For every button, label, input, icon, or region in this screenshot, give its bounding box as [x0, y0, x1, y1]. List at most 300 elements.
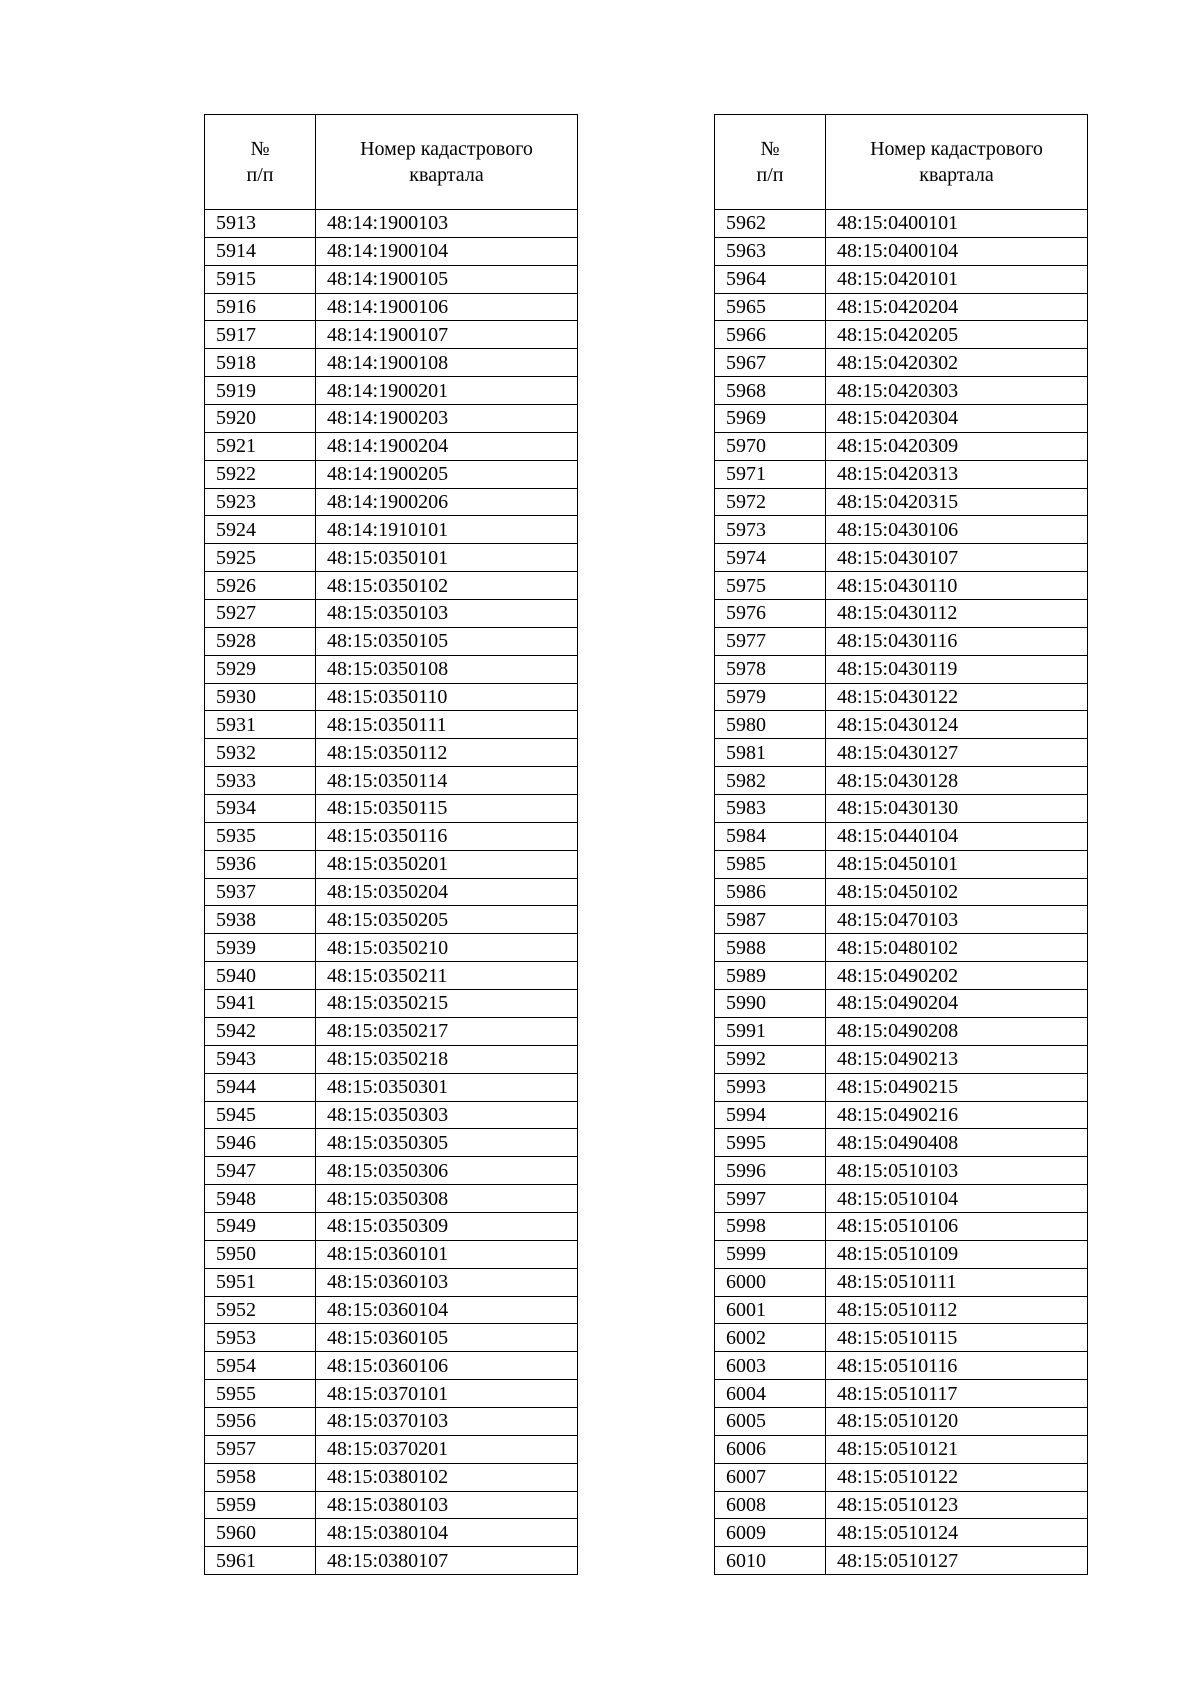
row-number-cell: 5938	[205, 906, 316, 934]
cadastral-number-cell: 48:15:0420302	[826, 349, 1088, 377]
table-row	[205, 432, 578, 460]
table-row	[715, 1157, 1088, 1185]
row-number-cell: 5914	[205, 237, 316, 265]
cadastral-number-cell: 48:14:1900201	[316, 377, 578, 405]
row-number-cell: 5993	[715, 1073, 826, 1101]
row-number-cell: 5958	[205, 1463, 316, 1491]
table-row	[205, 962, 578, 990]
cadastral-number-cell: 48:15:0350306	[316, 1157, 578, 1185]
row-number-cell: 5984	[715, 822, 826, 850]
cadastral-number-cell: 48:15:0510106	[826, 1212, 1088, 1240]
cadastral-number-cell: 48:15:0430107	[826, 544, 1088, 572]
table-row	[715, 349, 1088, 377]
table-row	[715, 210, 1088, 238]
cadastral-number-cell: 48:15:0370103	[316, 1407, 578, 1435]
row-number-cell: 5932	[205, 739, 316, 767]
cadastral-number-cell: 48:15:0420303	[826, 377, 1088, 405]
cadastral-number-cell: 48:15:0430112	[826, 600, 1088, 628]
row-number-cell: 5976	[715, 600, 826, 628]
row-number-cell: 6006	[715, 1435, 826, 1463]
row-number-cell: 5963	[715, 237, 826, 265]
table-row	[205, 711, 578, 739]
table-row	[715, 711, 1088, 739]
row-number-cell: 5971	[715, 460, 826, 488]
header-title-line1: Номер кадастрового	[360, 138, 533, 160]
row-number-cell: 5931	[205, 711, 316, 739]
row-number-cell: 5913	[205, 210, 316, 238]
table-row	[205, 1352, 578, 1380]
table-row	[715, 1463, 1088, 1491]
table-row	[205, 460, 578, 488]
header-number-sign: №	[760, 138, 780, 160]
table-row	[205, 1240, 578, 1268]
table-row	[205, 1435, 578, 1463]
table-row	[205, 1547, 578, 1575]
cadastral-number-cell: 48:15:0430106	[826, 516, 1088, 544]
cadastral-number-cell: 48:15:0420205	[826, 321, 1088, 349]
row-number-cell: 5953	[205, 1324, 316, 1352]
row-number-cell: 5964	[715, 265, 826, 293]
table-row	[205, 1073, 578, 1101]
cadastral-number-cell: 48:15:0490208	[826, 1017, 1088, 1045]
table-row	[715, 405, 1088, 433]
table-row	[715, 1491, 1088, 1519]
cadastral-number-cell: 48:15:0450101	[826, 850, 1088, 878]
table-row	[205, 627, 578, 655]
row-number-cell: 5933	[205, 767, 316, 795]
row-number-cell: 5974	[715, 544, 826, 572]
row-number-cell: 5998	[715, 1212, 826, 1240]
table-row	[205, 1407, 578, 1435]
table-row	[205, 1045, 578, 1073]
row-number-cell: 5985	[715, 850, 826, 878]
row-number-cell: 5926	[205, 572, 316, 600]
row-number-cell: 5944	[205, 1073, 316, 1101]
row-number-cell: 5942	[205, 1017, 316, 1045]
row-number-cell: 5999	[715, 1240, 826, 1268]
cadastral-number-cell: 48:15:0350101	[316, 544, 578, 572]
row-number-cell: 5980	[715, 711, 826, 739]
table-row	[205, 1129, 578, 1157]
cadastral-number-cell: 48:14:1900205	[316, 460, 578, 488]
row-number-cell: 5975	[715, 572, 826, 600]
table-row	[715, 321, 1088, 349]
row-number-cell: 5996	[715, 1157, 826, 1185]
row-number-cell: 5991	[715, 1017, 826, 1045]
row-number-cell: 5972	[715, 488, 826, 516]
table-row	[205, 739, 578, 767]
row-number-cell: 5917	[205, 321, 316, 349]
table-row	[205, 683, 578, 711]
row-number-cell: 5961	[205, 1547, 316, 1575]
row-number-cell: 5947	[205, 1157, 316, 1185]
cadastral-number-cell: 48:15:0350210	[316, 934, 578, 962]
cadastral-number-cell: 48:14:1900104	[316, 237, 578, 265]
row-number-cell: 5979	[715, 683, 826, 711]
table-row	[205, 1380, 578, 1408]
table-row	[715, 432, 1088, 460]
row-number-cell: 5981	[715, 739, 826, 767]
row-number-cell: 5954	[205, 1352, 316, 1380]
cadastral-number-cell: 48:15:0420315	[826, 488, 1088, 516]
table-row	[205, 237, 578, 265]
cadastral-number-cell: 48:15:0510124	[826, 1519, 1088, 1547]
cadastral-number-cell: 48:15:0350110	[316, 683, 578, 711]
row-number-cell: 5935	[205, 822, 316, 850]
table-row	[715, 822, 1088, 850]
cadastral-number-cell: 48:15:0490213	[826, 1045, 1088, 1073]
row-number-cell: 5967	[715, 349, 826, 377]
row-number-cell: 5920	[205, 405, 316, 433]
table-row	[715, 237, 1088, 265]
row-number-cell: 6007	[715, 1463, 826, 1491]
row-number-cell: 5941	[205, 990, 316, 1018]
row-number-cell: 5943	[205, 1045, 316, 1073]
cadastral-number-cell: 48:15:0490204	[826, 990, 1088, 1018]
header-title-line2: квартала	[919, 164, 994, 186]
row-number-cell: 6001	[715, 1296, 826, 1324]
table-row	[205, 822, 578, 850]
row-number-cell: 5955	[205, 1380, 316, 1408]
cadastral-number-cell: 48:15:0430122	[826, 683, 1088, 711]
table-header-row	[205, 115, 578, 210]
row-number-cell: 5978	[715, 655, 826, 683]
row-number-cell: 5946	[205, 1129, 316, 1157]
header-cadastral-number	[826, 115, 1088, 210]
table-row	[715, 962, 1088, 990]
cadastral-number-cell: 48:15:0350215	[316, 990, 578, 1018]
cadastral-number-cell: 48:15:0350301	[316, 1073, 578, 1101]
table-row	[715, 1296, 1088, 1324]
table-row	[205, 544, 578, 572]
row-number-cell: 5951	[205, 1268, 316, 1296]
cadastral-number-cell: 48:15:0350217	[316, 1017, 578, 1045]
cadastral-number-cell: 48:15:0350309	[316, 1212, 578, 1240]
row-number-cell: 5948	[205, 1185, 316, 1213]
table-row	[715, 1547, 1088, 1575]
row-number-cell: 5957	[205, 1435, 316, 1463]
cadastral-number-cell: 48:15:0360104	[316, 1296, 578, 1324]
cadastral-number-cell: 48:15:0490215	[826, 1073, 1088, 1101]
row-number-cell: 5945	[205, 1101, 316, 1129]
cadastral-number-cell: 48:15:0450102	[826, 878, 1088, 906]
table-row	[715, 377, 1088, 405]
cadastral-number-cell: 48:15:0350105	[316, 627, 578, 655]
table-row	[715, 1352, 1088, 1380]
row-number-cell: 5923	[205, 488, 316, 516]
row-number-cell: 5968	[715, 377, 826, 405]
table-row	[715, 1129, 1088, 1157]
table-row	[205, 795, 578, 823]
header-row-number	[205, 115, 316, 210]
table-row	[715, 1380, 1088, 1408]
cadastral-number-cell: 48:14:1900103	[316, 210, 578, 238]
table-row	[205, 488, 578, 516]
table-row	[715, 906, 1088, 934]
row-number-cell: 5982	[715, 767, 826, 795]
table-row	[715, 265, 1088, 293]
table-row	[715, 1017, 1088, 1045]
table-row	[715, 600, 1088, 628]
table-row	[205, 878, 578, 906]
table-row	[205, 1101, 578, 1129]
cadastral-number-cell: 48:15:0510117	[826, 1380, 1088, 1408]
row-number-cell: 5994	[715, 1101, 826, 1129]
table-row	[205, 516, 578, 544]
table-row	[205, 1296, 578, 1324]
row-number-cell: 5924	[205, 516, 316, 544]
table-row	[715, 1185, 1088, 1213]
cadastral-number-cell: 48:15:0350102	[316, 572, 578, 600]
row-number-cell: 5916	[205, 293, 316, 321]
row-number-cell: 5986	[715, 878, 826, 906]
cadastral-number-cell: 48:15:0380103	[316, 1491, 578, 1519]
cadastral-number-cell: 48:14:1900203	[316, 405, 578, 433]
table-header-row	[715, 115, 1088, 210]
cadastral-number-cell: 48:15:0400101	[826, 210, 1088, 238]
row-number-cell: 5928	[205, 627, 316, 655]
cadastral-number-cell: 48:14:1900206	[316, 488, 578, 516]
row-number-cell: 5937	[205, 878, 316, 906]
table-row	[715, 683, 1088, 711]
cadastral-number-cell: 48:15:0510116	[826, 1352, 1088, 1380]
row-number-cell: 5952	[205, 1296, 316, 1324]
cadastral-number-cell: 48:15:0430130	[826, 795, 1088, 823]
cadastral-number-cell: 48:14:1900204	[316, 432, 578, 460]
table-row	[205, 1157, 578, 1185]
cadastral-number-cell: 48:15:0420313	[826, 460, 1088, 488]
cadastral-number-cell: 48:15:0430127	[826, 739, 1088, 767]
cadastral-number-cell: 48:15:0420101	[826, 265, 1088, 293]
cadastral-number-cell: 48:14:1900105	[316, 265, 578, 293]
table-row	[205, 1268, 578, 1296]
cadastral-number-cell: 48:15:0510127	[826, 1547, 1088, 1575]
cadastral-number-cell: 48:15:0510103	[826, 1157, 1088, 1185]
row-number-cell: 5966	[715, 321, 826, 349]
cadastral-number-cell: 48:15:0430116	[826, 627, 1088, 655]
table-row	[715, 739, 1088, 767]
row-number-cell: 5959	[205, 1491, 316, 1519]
row-number-cell: 6008	[715, 1491, 826, 1519]
cadastral-table-left	[204, 114, 578, 1575]
table-row	[715, 1268, 1088, 1296]
table-row	[715, 488, 1088, 516]
row-number-cell: 6010	[715, 1547, 826, 1575]
cadastral-number-cell: 48:14:1900106	[316, 293, 578, 321]
table-row	[715, 1240, 1088, 1268]
table-row	[205, 934, 578, 962]
cadastral-number-cell: 48:15:0350204	[316, 878, 578, 906]
cadastral-number-cell: 48:15:0350111	[316, 711, 578, 739]
header-title-line2: квартала	[409, 164, 484, 186]
table-row	[205, 600, 578, 628]
table-row	[205, 1491, 578, 1519]
row-number-cell: 5915	[205, 265, 316, 293]
row-number-cell: 5922	[205, 460, 316, 488]
cadastral-number-cell: 48:14:1910101	[316, 516, 578, 544]
table-row	[715, 516, 1088, 544]
cadastral-number-cell: 48:15:0370101	[316, 1380, 578, 1408]
table-row	[715, 544, 1088, 572]
cadastral-number-cell: 48:15:0440104	[826, 822, 1088, 850]
row-number-cell: 5956	[205, 1407, 316, 1435]
row-number-cell: 6002	[715, 1324, 826, 1352]
table-row	[205, 1324, 578, 1352]
cadastral-number-cell: 48:15:0350303	[316, 1101, 578, 1129]
row-number-cell: 6009	[715, 1519, 826, 1547]
table-row	[205, 572, 578, 600]
cadastral-number-cell: 48:15:0420304	[826, 405, 1088, 433]
table-row	[715, 850, 1088, 878]
table-row	[205, 265, 578, 293]
table-row	[205, 349, 578, 377]
table-row	[715, 1519, 1088, 1547]
cadastral-number-cell: 48:15:0380102	[316, 1463, 578, 1491]
row-number-cell: 5997	[715, 1185, 826, 1213]
row-number-cell: 5960	[205, 1519, 316, 1547]
row-number-cell: 5921	[205, 432, 316, 460]
table-row	[205, 321, 578, 349]
header-number-abbr: п/п	[246, 164, 274, 186]
table-body-right	[715, 210, 1088, 1575]
table-row	[715, 293, 1088, 321]
table-row	[715, 934, 1088, 962]
table-row	[715, 1101, 1088, 1129]
table-row	[205, 767, 578, 795]
row-number-cell: 5930	[205, 683, 316, 711]
row-number-cell: 5977	[715, 627, 826, 655]
row-number-cell: 5989	[715, 962, 826, 990]
header-cadastral-number	[316, 115, 578, 210]
row-number-cell: 5919	[205, 377, 316, 405]
table-body-left	[205, 210, 578, 1575]
cadastral-number-cell: 48:15:0350305	[316, 1129, 578, 1157]
table-row	[715, 767, 1088, 795]
table-row	[205, 850, 578, 878]
row-number-cell: 5934	[205, 795, 316, 823]
row-number-cell: 5925	[205, 544, 316, 572]
cadastral-number-cell: 48:15:0490202	[826, 962, 1088, 990]
row-number-cell: 6000	[715, 1268, 826, 1296]
header-row-number	[715, 115, 826, 210]
cadastral-number-cell: 48:15:0350308	[316, 1185, 578, 1213]
cadastral-number-cell: 48:15:0510111	[826, 1268, 1088, 1296]
cadastral-number-cell: 48:15:0350211	[316, 962, 578, 990]
table-row	[715, 878, 1088, 906]
cadastral-number-cell: 48:15:0380104	[316, 1519, 578, 1547]
cadastral-number-cell: 48:15:0350114	[316, 767, 578, 795]
table-row	[205, 906, 578, 934]
cadastral-number-cell: 48:15:0400104	[826, 237, 1088, 265]
row-number-cell: 5970	[715, 432, 826, 460]
table-row	[715, 1324, 1088, 1352]
cadastral-number-cell: 48:15:0510109	[826, 1240, 1088, 1268]
cadastral-number-cell: 48:15:0510115	[826, 1324, 1088, 1352]
cadastral-number-cell: 48:15:0370201	[316, 1435, 578, 1463]
table-row	[715, 1073, 1088, 1101]
cadastral-number-cell: 48:15:0430128	[826, 767, 1088, 795]
cadastral-number-cell: 48:15:0350108	[316, 655, 578, 683]
cadastral-number-cell: 48:14:1900108	[316, 349, 578, 377]
cadastral-number-cell: 48:15:0510104	[826, 1185, 1088, 1213]
row-number-cell: 5939	[205, 934, 316, 962]
cadastral-number-cell: 48:14:1900107	[316, 321, 578, 349]
table-row	[715, 990, 1088, 1018]
row-number-cell: 5936	[205, 850, 316, 878]
cadastral-number-cell: 48:15:0360105	[316, 1324, 578, 1352]
table-row	[205, 1519, 578, 1547]
table-row	[205, 405, 578, 433]
cadastral-number-cell: 48:15:0430110	[826, 572, 1088, 600]
cadastral-number-cell: 48:15:0360101	[316, 1240, 578, 1268]
cadastral-number-cell: 48:15:0510120	[826, 1407, 1088, 1435]
row-number-cell: 6003	[715, 1352, 826, 1380]
table-row	[205, 655, 578, 683]
row-number-cell: 5949	[205, 1212, 316, 1240]
table-row	[205, 1463, 578, 1491]
row-number-cell: 5940	[205, 962, 316, 990]
row-number-cell: 5987	[715, 906, 826, 934]
cadastral-number-cell: 48:15:0350103	[316, 600, 578, 628]
cadastral-number-cell: 48:15:0360103	[316, 1268, 578, 1296]
table-row	[205, 1017, 578, 1045]
row-number-cell: 5990	[715, 990, 826, 1018]
row-number-cell: 5973	[715, 516, 826, 544]
cadastral-number-cell: 48:15:0350115	[316, 795, 578, 823]
row-number-cell: 5988	[715, 934, 826, 962]
table-row	[205, 1185, 578, 1213]
table-row	[205, 1212, 578, 1240]
cadastral-number-cell: 48:15:0420309	[826, 432, 1088, 460]
cadastral-number-cell: 48:15:0430124	[826, 711, 1088, 739]
cadastral-number-cell: 48:15:0420204	[826, 293, 1088, 321]
row-number-cell: 5969	[715, 405, 826, 433]
cadastral-number-cell: 48:15:0380107	[316, 1547, 578, 1575]
cadastral-number-cell: 48:15:0490408	[826, 1129, 1088, 1157]
row-number-cell: 5918	[205, 349, 316, 377]
header-number-sign: №	[250, 138, 270, 160]
table-row	[205, 377, 578, 405]
header-number-abbr: п/п	[756, 164, 784, 186]
row-number-cell: 5950	[205, 1240, 316, 1268]
table-row	[715, 572, 1088, 600]
cadastral-number-cell: 48:15:0510121	[826, 1435, 1088, 1463]
row-number-cell: 5962	[715, 210, 826, 238]
cadastral-table-right	[714, 114, 1088, 1575]
table-row	[205, 293, 578, 321]
table-row	[715, 1045, 1088, 1073]
cadastral-number-cell: 48:15:0470103	[826, 906, 1088, 934]
row-number-cell: 6005	[715, 1407, 826, 1435]
cadastral-number-cell: 48:15:0510112	[826, 1296, 1088, 1324]
row-number-cell: 5929	[205, 655, 316, 683]
cadastral-number-cell: 48:15:0350201	[316, 850, 578, 878]
row-number-cell: 6004	[715, 1380, 826, 1408]
row-number-cell: 5992	[715, 1045, 826, 1073]
table-row	[715, 1407, 1088, 1435]
cadastral-number-cell: 48:15:0490216	[826, 1101, 1088, 1129]
row-number-cell: 5965	[715, 293, 826, 321]
table-row	[205, 210, 578, 238]
table-row	[715, 627, 1088, 655]
cadastral-number-cell: 48:15:0480102	[826, 934, 1088, 962]
table-row	[715, 655, 1088, 683]
cadastral-number-cell: 48:15:0350116	[316, 822, 578, 850]
cadastral-number-cell: 48:15:0360106	[316, 1352, 578, 1380]
table-row	[715, 795, 1088, 823]
cadastral-number-cell: 48:15:0430119	[826, 655, 1088, 683]
table-row	[205, 990, 578, 1018]
